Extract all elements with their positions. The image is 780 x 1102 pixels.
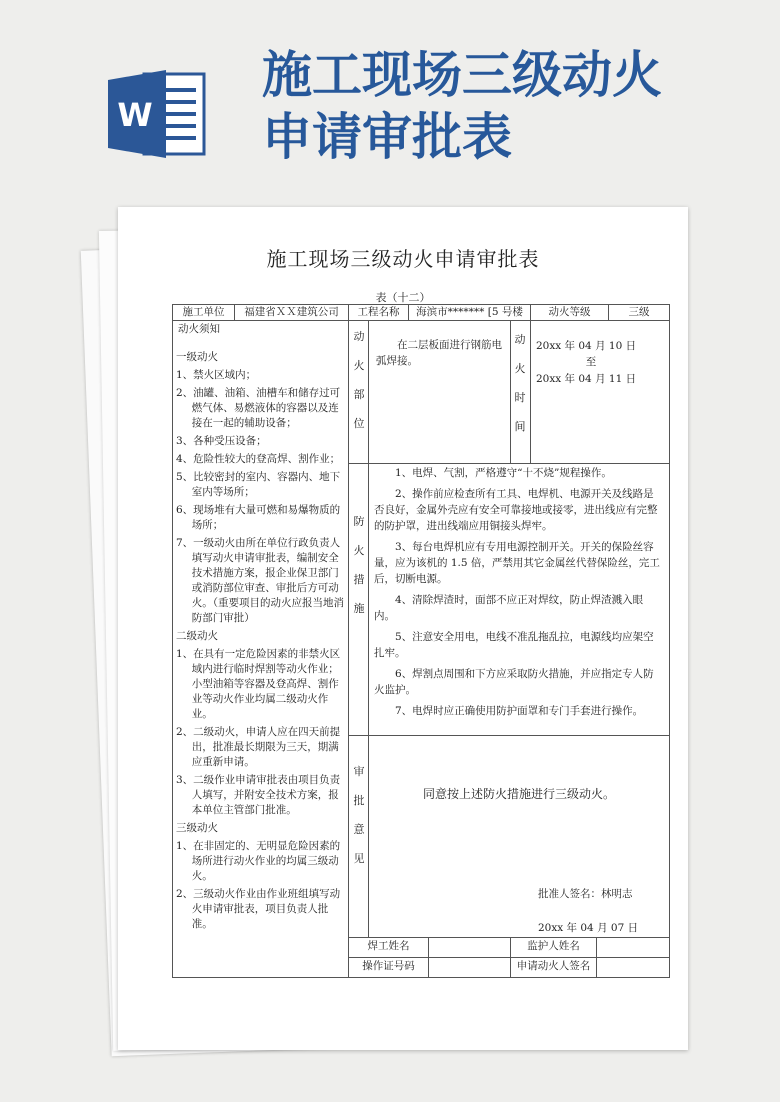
measure-item: 1、电焊、气割，严格遵守“十不烧”规程操作。 [395,467,612,479]
notice-item: 2、二级动火，申请人应在四天前提出，批准最长期限为三天，期满应重新申请。 [176,726,341,768]
value-unit: 福建省ＸＸ建筑公司 [244,306,339,318]
notice-item: 2、油罐、油箱、油槽车和储存过可燃气体、易燃液体的容器以及连接在一起的辅助设备； [176,387,341,429]
measure-item: 7、电焊时应正确使用防护面罩和专门手套进行操作。 [395,705,644,717]
table-border [172,304,173,977]
notice-item: 2、三级动火作业由作业班组填写动火申请审批表，项目负责人批准。 [176,888,341,930]
notice-item: 一级动火 [176,351,218,363]
notice-item: 1、禁火区域内； [176,369,257,381]
notice-item: 二级动火 [176,630,218,642]
time-to-word: 至 [585,356,597,368]
table-border [669,304,670,977]
value-fire-level: 三级 [628,306,650,318]
notice-item: 1、在非固定的、无明显危险因素的场所进行动火作业的均属三级动火。 [176,840,341,882]
banner [0,0,780,200]
value-project: 海滨市******* [5 号楼 [416,306,523,318]
measure-list [374,465,664,724]
label-project: 工程名称 [357,306,400,318]
label-fire-level: 动火等级 [548,306,591,318]
banner-title: 施工现场三级动火 申请审批表 [262,46,662,166]
measure-item: 5、注意安全用电，电线不准乱拖乱拉，电源线均应架空扎牢。 [374,631,654,659]
label-applicant-sign: 申请动火人签名 [516,960,591,972]
time-from: 20xx 年 04 月 10 日 [536,340,637,352]
measure-item: 4、清除焊渣时，面部不应正对焊纹，防止焊渣溅入眼内。 [374,594,644,622]
document-page [118,207,688,1050]
label-fire-location: 动 火 部 位 [353,330,365,430]
document-title: 施工现场三级动火申请审批表 [266,247,540,271]
measure-item: 6、焊割点周围和下方应采取防火措施，并应指定专人防火监护。 [374,668,654,696]
notice-item: 3、二级作业申请审批表由项目负责人填写，并附安全技术方案，报本单位主管部门批准。 [176,774,341,816]
notice-item: 4、危险性较大的登高焊、割作业； [176,453,341,465]
label-notice: 动火须知 [178,323,220,335]
notice-item: 三级动火 [176,822,218,834]
notice-item: 1、在具有一定危险因素的非禁火区域内进行临时焊割等动火作业；小型油箱等容器及登高焊、割作业等动火作业均属二级动火作业。 [176,648,341,720]
label-cert-no: 操作证号码 [362,960,415,972]
label-fire-time: 动 火 时 间 [514,333,526,433]
approver-signature: 批准人签名：林明志 [538,888,633,900]
label-supervisor-name: 监护人姓名 [527,940,580,952]
label-welder-name: 焊工姓名 [367,940,410,952]
word-icon [108,66,208,162]
label-unit: 施工单位 [182,306,225,318]
label-measures: 防 火 措 施 [353,515,365,615]
notice-item: 6、现场堆有大量可燃和易爆物质的场所； [176,504,341,531]
value-location: 在二层板面进行钢筋电弧焊接。 [376,339,502,367]
notice-item: 3、各种受压设备； [176,435,267,447]
measure-item: 2、操作前应检查所有工具、电焊机、电源开关及线路是否良好，金属外壳应有安全可靠接地或接零，进出线应有完整的防护罩，进出线端应用铜接头焊牢。 [374,488,658,532]
notice-item: 7、一级动火由所在单位行政负责人填写动火申请审批表，编制安全技术措施方案，报企业保卫部门或消防部位审查、审批后方可动火。（重要项目的动火应报当地消防部门审批） [176,537,344,624]
label-approval: 审 批 意 见 [353,765,365,865]
table-border [172,320,670,321]
table-number: 表（十二） [375,291,431,304]
approval-date: 20xx 年 04 月 07 日 [538,922,639,934]
approval-text: 同意按上述防火措施进行三级动火。 [422,787,615,801]
svg-text:W: W [117,96,153,134]
measure-item: 3、每台电焊机应有专用电源控制开关。开关的保险丝容量，应为该机的 1.5 倍，严禁用其它金属丝代替保险丝，完工后，切断电源。 [374,541,660,585]
notice-list [176,350,346,935]
time-to: 20xx 年 04 月 11 日 [536,373,637,385]
notice-item: 5、比较密封的室内、容器内、地下室内等场所； [176,471,341,498]
table-border [172,977,670,978]
